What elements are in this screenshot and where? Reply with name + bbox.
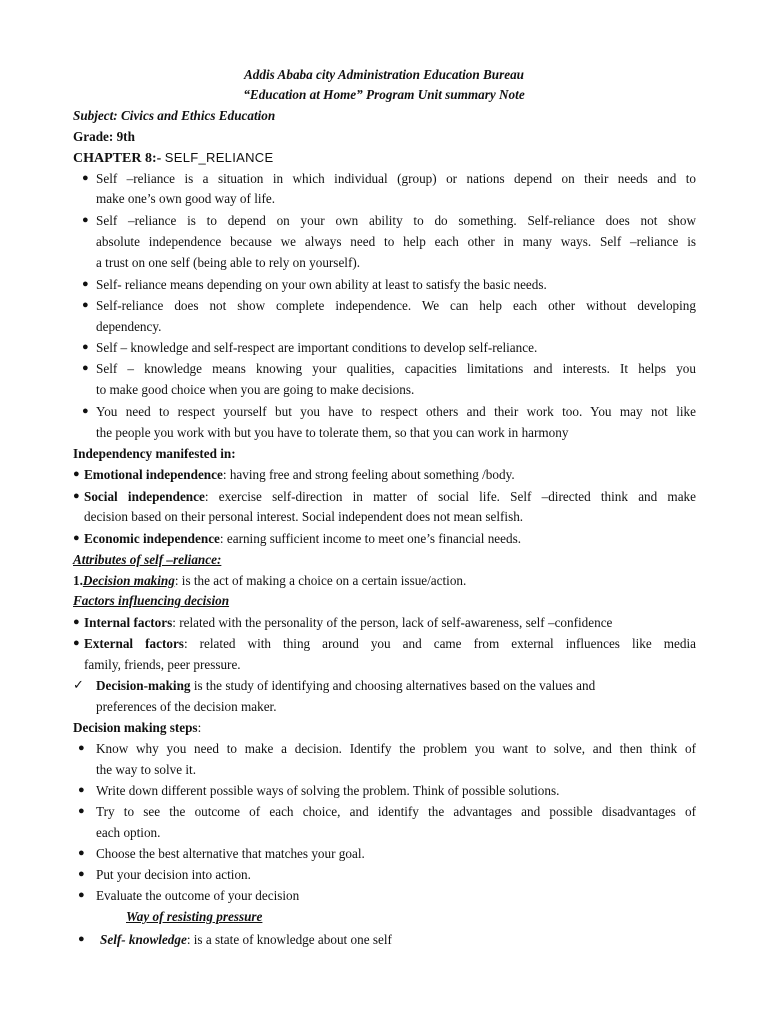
decision-making-definition: [73, 570, 466, 591]
list-item-continuation: dependency.: [96, 319, 162, 334]
check-item-continuation: preferences of the decision maker.: [96, 699, 277, 714]
bullet-icon: ●: [78, 847, 85, 859]
bullet-icon: ●: [82, 278, 89, 290]
check-item: [96, 675, 595, 696]
chapter-title: SELF_RELIANCE: [164, 150, 274, 165]
list-item: Self – knowledge and self-respect are important conditions to develop self-reliance.: [96, 340, 538, 355]
list-item: Choose the best alternative that matches your goal.: [96, 846, 365, 861]
grade-line: Grade: 9th: [73, 129, 135, 144]
bullet-icon: ●: [82, 362, 89, 374]
list-item: [84, 633, 696, 654]
list-item: [84, 464, 515, 485]
list-item: [84, 528, 521, 549]
bullet-icon: ●: [73, 490, 80, 502]
bullet-icon: ●: [82, 341, 89, 353]
list-item-continuation: the way to solve it.: [96, 762, 196, 777]
list-item-continuation: absolute independence because we always need to help each other in many ways. Self –reliance is: [96, 234, 696, 249]
bullet-icon: ●: [82, 214, 89, 226]
list-item-continuation: to make good choice when you are going to make decisions.: [96, 382, 415, 397]
list-item-continuation: family, friends, peer pressure.: [84, 657, 241, 672]
list-item: [84, 486, 696, 507]
item-number: 1.: [73, 573, 83, 588]
bullet-icon: ●: [73, 532, 80, 544]
list-item: Try to see the outcome of each choice, and identify the advantages and possible disadvantages of: [96, 804, 696, 819]
bullet-icon: ●: [82, 405, 89, 417]
list-item: Self- reliance means depending on your own ability at least to satisfy the basic needs.: [96, 277, 547, 292]
bullet-icon: ●: [78, 889, 85, 901]
bureau-title: Addis Ababa city Administration Education Bureau: [243, 67, 525, 82]
steps-heading: [73, 717, 201, 738]
term: Self- knowledge: [100, 932, 187, 947]
bullet-icon: ●: [82, 299, 89, 311]
chapter-heading: [73, 147, 273, 169]
list-item-continuation: a trust on one self (being able to rely on yourself).: [96, 255, 361, 270]
bullet-icon: ●: [73, 616, 80, 628]
bullet-icon: ●: [78, 784, 85, 796]
list-item: Put your decision into action.: [96, 867, 251, 882]
list-item: Self –reliance is to depend on your own ability to do something. Self-reliance does not show: [96, 213, 696, 228]
definition: : related with the personality of the person, lack of self-awareness, self –confidence: [172, 615, 613, 630]
independency-heading: Independency manifested in:: [73, 446, 236, 461]
list-item: You need to respect yourself but you have to respect others and their work too. You may not like: [96, 404, 696, 419]
list-item: [84, 612, 612, 633]
resisting-heading: Way of resisting pressure: [126, 909, 263, 924]
list-item: Self – knowledge means knowing your qualities, capacities limitations and interests. It helps you: [96, 361, 696, 376]
term: Internal factors: [84, 615, 173, 630]
bullet-icon: ●: [78, 805, 85, 817]
definition: : is the act of making a choice on a certain issue/action.: [174, 573, 467, 588]
list-item-continuation: each option.: [96, 825, 161, 840]
steps-heading-text: Decision making steps: [73, 720, 198, 735]
list-item: Write down different possible ways of solving the problem. Think of possible solutions.: [96, 783, 560, 798]
list-item-continuation: decision based on their personal interest. Social independent does not mean selfish.: [84, 509, 524, 524]
steps-heading-colon: :: [197, 720, 202, 735]
list-item: Self-reliance does not show complete independence. We can help each other without developing: [96, 298, 696, 313]
definition: : exercise self-direction in matter of social life. Self –directed think and make: [204, 489, 696, 504]
bullet-icon: ●: [78, 868, 85, 880]
bullet-icon: ●: [73, 637, 80, 649]
definition: : is a state of knowledge about one self: [186, 932, 392, 947]
term: Economic independence: [84, 531, 220, 546]
checkmark-icon: ✓: [73, 678, 84, 693]
subject-line: Subject: Civics and Ethics Education: [73, 108, 276, 123]
list-item-continuation: the people you work with but you have to tolerate them, so that you can work in harmony: [96, 425, 569, 440]
bullet-icon: ●: [73, 468, 80, 480]
bullet-icon: ●: [78, 933, 85, 945]
list-item: [100, 929, 392, 950]
chapter-prefix: CHAPTER 8:-: [73, 151, 162, 166]
list-item: Self –reliance is a situation in which individual (group) or nations depend on their needs and to: [96, 171, 696, 186]
bullet-icon: ●: [82, 172, 89, 184]
term: Decision making: [82, 573, 175, 588]
list-item: Know why you need to make a decision. Identify the problem you want to solve, and then think of: [96, 741, 696, 756]
term: External factors: [84, 636, 184, 651]
bullet-icon: ●: [78, 742, 85, 754]
program-title: “Education at Home” Program Unit summary Note: [243, 87, 525, 102]
attributes-heading: Attributes of self –reliance:: [73, 552, 222, 567]
factors-heading: Factors influencing decision: [73, 593, 230, 608]
term: Social independence: [84, 489, 205, 504]
definition: : related with thing around you and came from external influences like media: [183, 636, 696, 651]
term: Emotional independence: [84, 467, 223, 482]
definition: : having free and strong feeling about something /body.: [222, 467, 515, 482]
term: Decision-making: [96, 678, 191, 693]
definition: is the study of identifying and choosing alternatives based on the values and: [190, 678, 596, 693]
list-item-continuation: make one’s own good way of life.: [96, 191, 276, 206]
definition: : earning sufficient income to meet one’s financial needs.: [219, 531, 522, 546]
list-item: Evaluate the outcome of your decision: [96, 888, 300, 903]
